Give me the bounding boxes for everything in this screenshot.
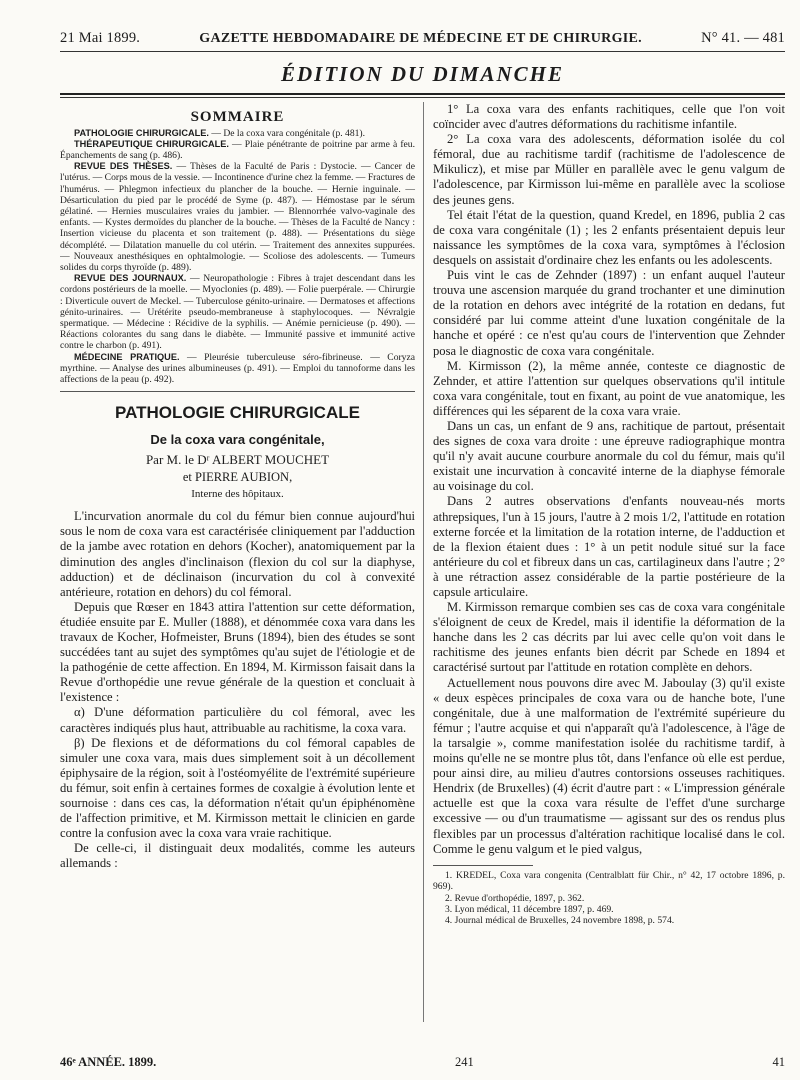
paragraph: L'incurvation anormale du col du fémur bien connue aujourd'hui sous le nom de coxa vara est caractérisée cliniquement par l'adduction de la jambe avec rotation en dehors (Kocher), anatomiquement par la diminution des angles d'inclinaison (flexion du col sur la diaphyse, adduction) et de déclinaison (incurvation du col à convexité antérieure, rotation en dehors) du col fémoral.: [60, 509, 415, 599]
sommaire-item: PATHOLOGIE CHIRURGICALE. — De la coxa vara congénitale (p. 481).: [74, 127, 366, 139]
footnotes: [433, 870, 785, 927]
footer-year: 46ᵉ ANNÉE. 1899.: [60, 1055, 157, 1069]
sommaire-item: REVUE DES JOURNAUX. — Neuropathologie : Fibres à trajet descendant dans les cordons postérieurs de la moelle. — Myoclonies (p. 489). — Folie puerpérale. — Chirurgie : Diverticule ouvert de Meckel. — Tuberculose génito-urinaire. — Dermatoses et affections génito-urinaires. — Urétérite pseudo-membraneuse à staphylocoques. — Névralgie spermatique. — Médecine : Récidive de la syphilis. — Anémie pernicieuse (p. 490). — Réactions colorantes du sang dans le diabète. — Immunité passive et immunité active contre le charbon (p. 491).: [60, 273, 415, 352]
footnote: 4. Journal médical de Bruxelles, 24 novembre 1898, p. 574.: [445, 915, 675, 927]
article-byline: Par M. le Dʳ ALBERT MOUCHET: [145, 452, 330, 468]
sommaire-item: MÉDECINE PRATIQUE. — Pleurésie tuberculeuse séro-fibrineuse. — Coryza myrthine. — Analyse des urines albumineuses (p. 491). — Emploi du tannoforme dans les affections de la peau (p. 492).: [60, 351, 415, 386]
header-page-ref: N° 41. — 481: [701, 30, 785, 46]
paragraph: α) D'une déformation particulière du col fémoral, avec les caractères indiqués plus haut, attribuable au rachitisme, la coxa vara.: [60, 705, 415, 735]
footer-sheet-number: 241: [455, 1055, 474, 1069]
author-role: Interne des hôpitaux.: [191, 487, 284, 500]
footnote: 1. KREDEL, Coxa vara congenita (Centralblatt für Chir., n° 42, 17 octobre 1896, p. 969).: [433, 869, 785, 893]
sommaire-item: REVUE DES THÈSES. — Thèses de la Faculté de Paris : Dystocie. — Cancer de l'utérus. — Corps mous de la vessie. — Incontinence d'urine chez la femme. — Fractures de l'humérus. — Phlegmon infectieux du plancher de la bouche. — Hernie inguinale. — Désarticulation du pied par le procédé de Syme (p. 487). — Hémostase par le sérum gélatiné. — Hernies musculaires vraies du jambier. — Blennorrhée valvo-vaginale des enfants. — Kystes dermoïdes du plancher de la bouche. — Thèses de la Faculté de Nancy : Insertion vicieuse du placenta et son traitement (p. 488). — Présentations du siège décomplété. — Dilatation manuelle du col utérin. — Traitement des annexites suppurées. — Nouveaux anesthésiques en ophtalmologie. — Scoliose des adolescents. — Tumeurs solides du corps thyroïde (p. 489).: [60, 161, 415, 274]
footnote: 3. Lyon médical, 11 décembre 1897, p. 469.: [445, 903, 614, 915]
paragraph: β) De flexions et de déformations du col fémoral capables de simuler une coxa vara, mais dues simplement soit à un décollement épiphysaire de la région, soit à l'ostéomyélite de l'extrémité supérieure du fémur, soit enfin à certaines formes de coxalgie à évolution lente et sournoise : dans ces cas, la déformation n'était qu'un épiphénomène de l'affection primitive, et M. Kirmisson mettait le clinicien en garde contre la confusion avec la coxa vara vraie rachitique.: [60, 735, 415, 841]
paragraph: 2° La coxa vara des adolescents, déformation isolée du col fémoral, due au rachitisme tardif (rachitisme de l'adolescence de Mikulicz), et mise par Müller en parallèle avec le genu valgum de l'adolescence, par Kirmisson lui-même en parallèle avec la scoliose des jeunes gens.: [433, 132, 785, 207]
footnote-rule: [433, 865, 533, 866]
section-divider: [60, 391, 415, 392]
sommaire-list: [60, 128, 415, 386]
edition-rule: [60, 97, 785, 98]
paragraph: M. Kirmisson (2), la même année, conteste ce diagnostic de Zehnder, et attire l'attention sur quelques observations qu'il intitule coxa vara congénitale, tout en fixant, au point de vue anatomique, les différences qui les séparent de la coxa vara vraie.: [433, 358, 785, 418]
article-byline-coauthor: et PIERRE AUBION,: [182, 470, 293, 485]
left-column: [60, 102, 424, 1022]
paragraph: Puis vint le cas de Zehnder (1897) : un enfant auquel l'auteur trouva une ascension marquée du grand trochanter et une diminution de la rotation en dehors avec intégrité de la rotation en dedans, fut considéré par lui comme atteint d'une luxation congénitale de la hanche et opéré : ce n'est qu'au cours de l'intervention que Zehnder posa le diagnostic de coxa vara congénitale.: [433, 268, 785, 358]
journal-title: GAZETTE HEBDOMADAIRE DE MÉDECINE ET DE CHIRURGIE.: [199, 31, 642, 46]
edition-title: ÉDITION DU DIMANCHE: [60, 62, 785, 95]
paragraph: Actuellement nous pouvons dire avec M. Jaboulay (3) qu'il existe « deux espèces principales de coxa vara ou de hanche bote, l'une congénitale, due à une malformation de l'extrémité supérieure du fémur ; l'autre acquise et qui n'apparaît qu'à l'adolescence, à l'âge de la tarsalgie », comme manifestation isolée du rachitisme tardif, à moins qu'elle ne se montre plus tôt, dans l'enfance où elle est perdue, pour ainsi dire, au milieu d'autres contorsions osseuses rachitiques. Hendrix (de Bruxelles) (4) écrit d'autre part : « L'impression générale actuelle est que la coxa vara résulte de l'effet d'une surcharge excessive — ou d'un traumatisme — agissant sur des os rendus plus flexibles par un processus d'altération rachitique localisé dans le col. Comme le genu valgum et le pied valgus,: [433, 675, 785, 856]
paragraph: Dans 2 autres observations d'enfants nouveau-nés morts athrepsiques, l'un à 15 jours, l'autre à 2 mois 1/2, l'attitude en rotation externe forcée et la limitation de la rotation interne, de l'adduction et de la flexion étaient dues : 1° à un petit nodule situé sur la face antérieure du col et fibreux dans un cas, cartilagineux dans l'autre ; 2° à une rétraction assez considérable de la partie postérieure de la capsule articulaire.: [433, 494, 785, 599]
paragraph: Depuis que Rœser en 1843 attira l'attention sur cette déformation, étudiée ensuite par E. Muller (1888), et dénommée coxa vara dans les travaux de Kocher, Hofmeister, Bruns (1894), bien des études se sont succédées tant au sujet des symptômes qu'au sujet de l'étiologie et de la pathogénie de cette affection. En 1894, M. Kirmisson faisait dans la Revue d'orthopédie une revue générale de la question et concluait à l'existence :: [60, 599, 415, 705]
header-date: 21 Mai 1899.: [60, 30, 141, 46]
two-column-body: [60, 102, 785, 1022]
journal-page: [60, 30, 785, 1070]
section-title: PATHOLOGIE CHIRURGICALE: [115, 403, 360, 423]
sommaire-item: THÉRAPEUTIQUE CHIRURGICALE. — Plaie pénétrante de poitrine par arme à feu. Épanchements de sang (p. 486).: [60, 138, 415, 161]
paragraph: De celle-ci, il distinguait deux modalités, comme les auteurs allemands :: [60, 841, 415, 871]
paragraph: Dans un cas, un enfant de 9 ans, rachitique de partout, présentait des signes de coxa vara droite : une épreuve radiographique montra qu'il n'y avait aucune courbure anormale du col du fémur, mais qu'il existait une incurvation à concavité interne de la diaphyse fémorale au voisinage du col.: [433, 418, 785, 494]
page-footer: [60, 1055, 785, 1070]
right-column: [424, 102, 785, 1022]
paragraph: M. Kirmisson remarque combien ses cas de coxa vara congénitale s'éloignent de ceux de Kredel, mais il identifie la déformation de la hanche dans les 2 cas décrits par lui avec celle qu'on voit dans le rachitisme des jeunes enfants bien décrit par Schede en 1894 et caractérisé surtout par l'attitude en rotation complète en dehors.: [433, 600, 785, 675]
sommaire-title: SOMMAIRE: [190, 109, 285, 125]
page-header: [60, 30, 785, 52]
paragraph: 1° La coxa vara des enfants rachitiques, celle que l'on voit coïncider avec d'autres déformations du rachitisme infantile.: [433, 102, 785, 132]
article-title: De la coxa vara congénitale,: [150, 431, 325, 447]
paragraph: Tel était l'état de la question, quand Kredel, en 1896, publia 2 cas de coxa vara congénitale (1) ; les 2 enfants présentaient depuis leur naissance les symptômes de la coxa vara, symptômes à l'éclosion desquels on assistait d'ordinaire chez les enfants ou les adolescents.: [433, 207, 785, 267]
footnote: 2. Revue d'orthopédie, 1897, p. 362.: [445, 892, 585, 904]
footer-page-number: 41: [772, 1055, 785, 1069]
